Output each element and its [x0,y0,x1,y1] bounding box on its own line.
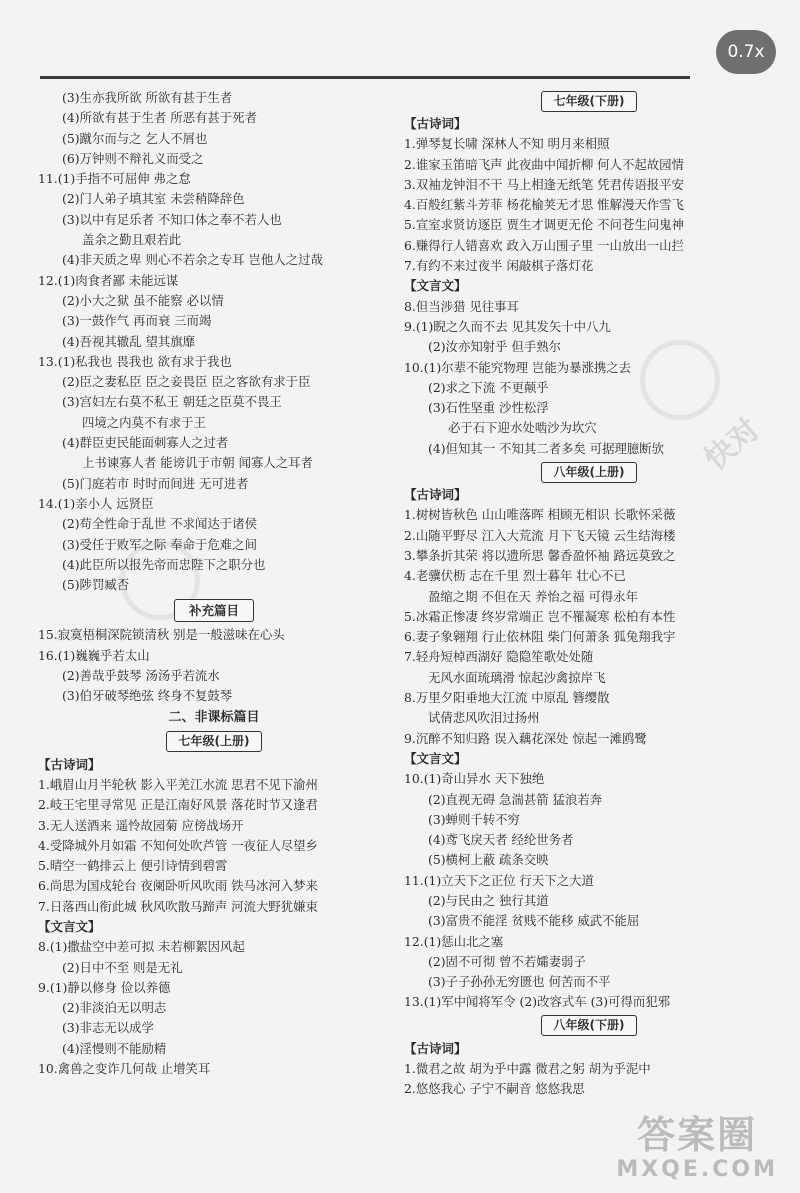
answer-line: 8.(1)撒盐空中差可拟 未若柳絮因风起 [38,939,245,955]
answer-line: (4)非天质之卑 则心不若余之专耳 岂他人之过哉 [62,252,323,268]
answer-line: 12.(1)惩山北之塞 [404,933,504,949]
answer-line: 盖余之勤且艰若此 [82,232,182,248]
answer-line: 3.攀条折其荣 将以遗所思 馨香盈怀袖 路远莫致之 [404,547,676,563]
right-column [404,88,774,1100]
answer-line: 11.(1)立天下之正位 行天下之大道 [404,872,594,888]
answer-list [404,134,774,276]
answer-line: 2.悠悠我心 子宁不嗣音 悠悠我思 [404,1081,585,1097]
part-two-title: 二、非课标篇目 [168,709,260,725]
answer-line: (2)汝亦知射乎 但手熟尔 [428,339,562,355]
answer-line: 5.宣室求贤访逐臣 贾生才调更无伦 不问苍生问鬼神 [404,217,684,233]
answer-line: 14.(1)亲小人 远贤臣 [38,495,154,511]
answer-line: (2)苟全性命于乱世 不求闻达于诸侯 [62,516,257,532]
answer-line: (2)固不可彻 曾不若孀妻弱子 [428,953,586,969]
answer-line: (2)善哉乎鼓琴 汤汤乎若流水 [62,668,220,684]
header-rule [40,76,690,79]
answer-line: 8.但当涉猎 见往事耳 [404,298,519,314]
answer-list [404,769,774,1013]
answer-line: (3)宫妇左右莫不私王 朝廷之臣莫不畏王 [62,394,282,410]
answer-line: (6)万钟则不辩礼义而受之 [62,150,204,166]
answer-line: 5.晴空一鹤排云上 便引诗情到碧霄 [38,858,228,874]
grade-heading: 七年级(下册) [404,88,774,114]
answer-line: (2)求之下流 不更颠乎 [428,379,549,395]
answer-list [404,1059,774,1100]
grade-heading: 八年级(下册) [404,1013,774,1039]
answer-line: (4)此臣所以报先帝而忠陛下之职分也 [62,556,266,572]
answer-line: 6.尚思为国戍轮台 夜阑卧听风吹雨 铁马冰河入梦来 [38,878,318,894]
answer-list [38,625,390,706]
answer-line: 5.冰霜正惨凄 终岁常端正 岂不罹凝寒 松柏有本性 [404,608,676,624]
answer-line: 试倩悲风吹泪过扬州 [428,710,540,726]
answer-line: 10.(1)奇山异水 天下独绝 [404,771,545,787]
section-poetry-label: 【古诗词】 [404,487,467,503]
answer-line: 8.万里夕阳垂地大江流 中原乱 簪缨散 [404,690,610,706]
answer-line: 3.双袖龙钟泪不干 马上相逢无纸笔 凭君传语报平安 [404,176,684,192]
answer-line: (4)所欲有甚于生者 所恶有甚于死者 [62,110,257,126]
answer-line: 9.沉醉不知归路 误入藕花深处 惊起一滩鸥鹭 [404,730,647,746]
answer-line: 6.赚得行人错喜欢 政入万山围子里 一山放出一山拦 [404,237,684,253]
answer-line: 4.百般红紫斗芳菲 杨花榆荚无才思 惟解漫天作雪飞 [404,197,684,213]
answer-line: 9.(1)静以修身 俭以养德 [38,979,171,995]
answer-line: 1.峨眉山月半轮秋 影入平羌江水流 思君不见下渝州 [38,776,318,792]
answer-line: (3)一鼓作气 再而衰 三而竭 [62,313,212,329]
answer-line: 2.岐王宅里寻常见 正是江南好风景 落花时节又逢君 [38,797,318,813]
answer-line: 11.(1)手指不可屈伸 弗之怠 [38,171,191,187]
supplement-heading: 补充篇目 [38,595,390,625]
answer-line: 2.山随平野尽 江入大荒流 月下飞天镜 云生结海楼 [404,527,676,543]
answer-line: (3)生亦我所欲 所欲有甚于生者 [62,90,233,105]
answer-line: (3)蝉则千转不穷 [428,811,520,827]
answer-line: 16.(1)巍巍乎若太山 [38,647,150,663]
section-poetry-label: 【古诗词】 [38,756,101,772]
answer-line: 1.树树皆秋色 山山唯落晖 相顾无相识 长歌怀采薇 [404,507,676,523]
answer-line: (2)小大之狱 虽不能察 必以情 [62,292,224,308]
answer-line: 2.谁家玉笛暗飞声 此夜曲中闻折柳 何人不起故园情 [404,156,684,172]
answer-line: (4)鸢飞戾天者 经纶世务者 [428,832,574,848]
section-poetry-label: 【古诗词】 [404,116,467,131]
answer-line: (5)门庭若市 时时而间进 无可进者 [62,475,249,491]
answer-line: 10.禽兽之变诈几何哉 止增笑耳 [38,1061,211,1077]
answer-line: 7.日落西山衔此城 秋风吹散马蹄声 河流大野犹嫌束 [38,898,318,914]
answer-line: (3)子子孙孙无穷匮也 何苦而不平 [428,974,611,990]
answer-line: (4)淫慢则不能励精 [62,1040,167,1056]
answer-list [38,775,390,917]
section-prose-label: 【文言文】 [404,278,467,294]
answer-list [38,88,390,595]
grade-heading: 八年级(上册) [404,459,774,485]
answer-line: (2)与民由之 独行其道 [428,892,549,908]
grade-heading: 七年级(上册) [38,729,390,755]
answer-list [404,505,774,749]
answer-line: 10.(1)尔辈不能究物理 岂能为暴涨携之去 [404,359,632,375]
answer-line: 4.受降城外月如霜 不知何处吹芦管 一夜征人尽望乡 [38,837,318,853]
answer-line: 上书谏寡人者 能谤讥于市朝 闻寡人之耳者 [82,455,313,471]
answer-line: 必于石下迎水处啮沙为坎穴 [448,420,597,436]
answer-line: 盈缩之期 不但在天 养怡之福 可得永年 [428,588,639,604]
answer-line: 13.(1)军中闻将军令 (2)改容式车 (3)可得而犯邪 [404,994,671,1010]
answer-line: 3.无人送酒来 遥怜故园菊 应傍战场开 [38,817,244,833]
answer-line: 13.(1)私我也 畏我也 欲有求于我也 [38,353,232,369]
answer-list [404,297,774,459]
answer-line: 9.(1)睨之久而不去 见其发矢十中八九 [404,318,611,334]
answer-line: 15.寂寞梧桐深院锁清秋 别是一般滋味在心头 [38,627,285,643]
answer-line: 4.老骥伏枥 志在千里 烈士暮年 壮心不已 [404,568,626,584]
answer-line: 7.轻舟短棹西湖好 隐隐笙歌处处随 [404,649,594,665]
answer-line: (2)臣之妻私臣 臣之妾畏臣 臣之客欲有求于臣 [62,374,311,390]
answer-line: (4)但知其一 不知其二者多矣 可据理臆断欤 [428,440,665,456]
answer-line: (4)群臣吏民能面刺寡人之过者 [62,435,229,451]
answer-line: (4)吾视其辙乱 望其旗靡 [62,333,196,349]
answer-line: (5)横柯上蔽 疏条交映 [428,852,549,868]
answer-line: (2)直视无碍 急湍甚箭 猛浪若奔 [428,791,603,807]
section-prose-label: 【文言文】 [38,918,101,934]
answer-list [38,937,390,1079]
answer-line: (3)伯牙破琴绝弦 终身不复鼓琴 [62,688,233,704]
answer-line: (3)受任于败军之际 奉命于危难之间 [62,536,257,552]
answer-line: (2)非淡泊无以明志 [62,1000,167,1016]
answer-line: (2)门人弟子填其室 未尝稍降辞色 [62,191,245,207]
answer-line: (2)日中不至 则是无礼 [62,959,183,975]
answer-line: (5)陟罚臧否 [62,577,130,593]
zoom-level-badge[interactable]: 0.7x [716,30,776,74]
answer-line: 12.(1)肉食者鄙 未能远谋 [38,272,179,288]
answer-line: 四境之内莫不有求于王 [82,414,206,430]
answer-line: (3)富贵不能淫 贫贱不能移 威武不能屈 [428,913,640,929]
answer-line: 1.弹琴复长啸 深林人不知 明月来相照 [404,136,610,152]
section-prose-label: 【文言文】 [404,750,467,766]
answer-line: 1.微君之故 胡为乎中露 微君之躬 胡为乎泥中 [404,1061,651,1077]
site-watermark: 答案圈 MXQE.COM [616,1113,778,1182]
answer-line: (3)以中有足乐者 不知口体之奉不若人也 [62,211,282,227]
left-column [38,88,390,1079]
answer-line: 7.有约不来过夜半 闲敲棋子落灯花 [404,258,594,274]
answer-line: 6.妻子象翱翔 行止依林阻 柴门何萧条 狐兔翔我宇 [404,629,676,645]
answer-line: (3)石性坚重 沙性松浮 [428,400,549,416]
answer-line: 无风水面琉璃滑 惊起沙禽掠岸飞 [428,669,606,685]
watermark-mark: 快对 [698,411,767,478]
answer-line: (3)非志无以成学 [62,1020,154,1036]
section-poetry-label: 【古诗词】 [404,1040,467,1056]
answer-line: (5)蹴尔而与之 乞人不屑也 [62,130,208,146]
